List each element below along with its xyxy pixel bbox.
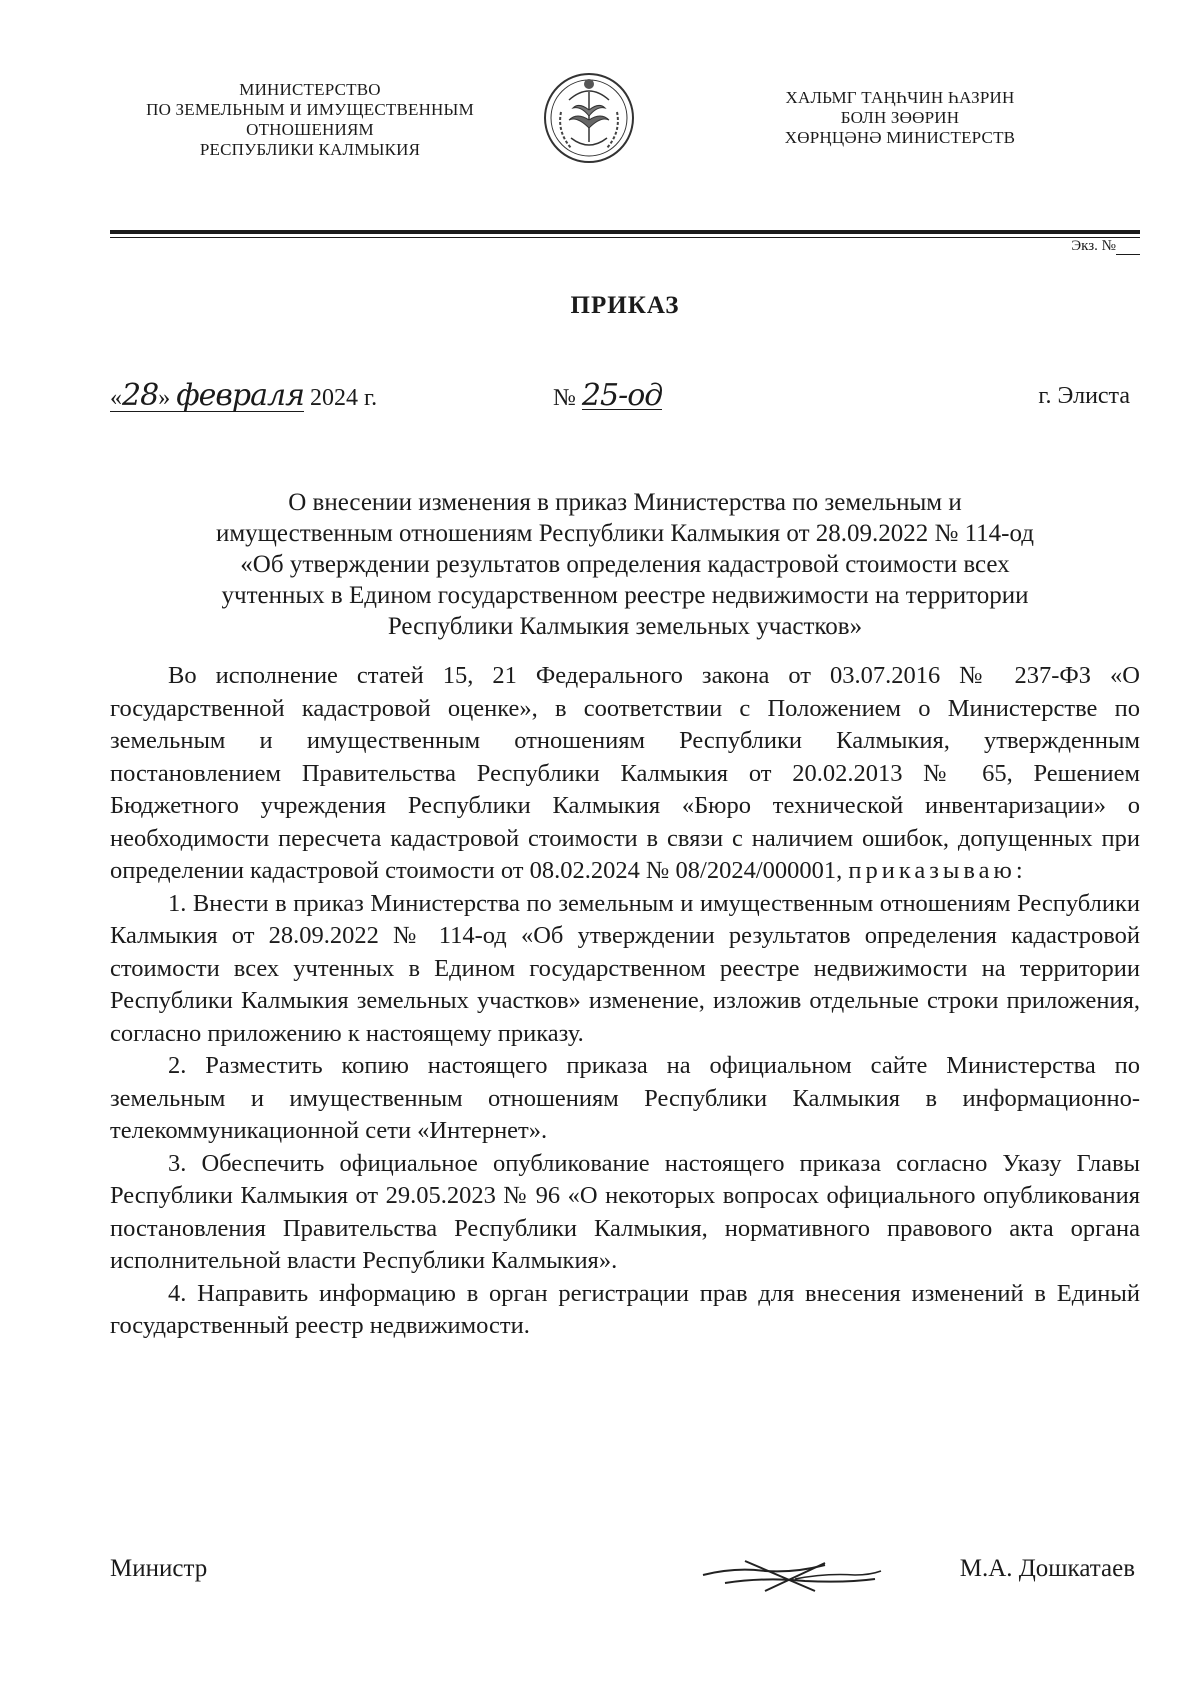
date-day: 28 bbox=[122, 378, 159, 413]
preamble-paragraph bbox=[110, 660, 1140, 888]
order-number bbox=[553, 378, 663, 413]
subject-line: имущественным отношениям Республики Калмыкия от 28.09.2022 № 114-од bbox=[215, 520, 1034, 547]
ministry-ru-line: ОТНОШЕНИЯМ bbox=[246, 120, 374, 139]
coat-of-arms-emblem-icon bbox=[539, 62, 639, 174]
document-title: ПРИКАЗ bbox=[570, 292, 680, 319]
date-open-quote: « bbox=[110, 385, 122, 411]
ministry-ru-line: МИНИСТЕРСТВО bbox=[239, 80, 381, 99]
subject-line: Республики Калмыкия земельных участков» bbox=[387, 613, 863, 640]
ministry-kalmyk-line: ХӨРҢЦӘНӘ МИНИСТЕРСТВ bbox=[784, 128, 1016, 147]
ministry-ru-line: ПО ЗЕМЕЛЬНЫМ И ИМУЩЕСТВЕННЫМ bbox=[146, 100, 474, 119]
copy-number-blank bbox=[1116, 240, 1140, 255]
order-body bbox=[110, 660, 1140, 1343]
signatory-name: М.А. Дошкатаев bbox=[959, 1555, 1135, 1582]
ministry-ru-line: РЕСПУБЛИКИ КАЛМЫКИЯ bbox=[199, 140, 421, 159]
order-date bbox=[110, 378, 378, 413]
date-close-quote: » bbox=[158, 385, 171, 411]
ministry-name-russian bbox=[120, 80, 500, 160]
order-word: приказываю: bbox=[848, 857, 1027, 884]
ministry-name-kalmyk bbox=[700, 88, 1100, 148]
order-item: 4. Направить информацию в орган регистрации прав для внесения изменений в Единый государственный реестр недвижимости. bbox=[110, 1279, 1140, 1339]
subject-line: «Об утверждении результатов определения кадастровой стоимости всех bbox=[240, 551, 1010, 578]
order-details-row bbox=[110, 378, 1130, 443]
ministry-kalmyk-line: БОЛН ЗӨӨРИН bbox=[840, 108, 960, 127]
order-number-value: 25-од bbox=[581, 378, 663, 413]
order-number-label: № bbox=[553, 385, 576, 411]
copy-number-label: Экз. № bbox=[1071, 238, 1116, 254]
order-subject bbox=[110, 487, 1140, 642]
signatory-role: Министр bbox=[110, 1555, 208, 1582]
handwritten-signature-icon bbox=[695, 1535, 885, 1605]
copy-number bbox=[1071, 238, 1140, 255]
order-item: 2. Разместить копию настоящего приказа на официальном сайте Министерства по земельным и имущественным отношениям Республики Калмыкия в информационно-телекоммуникационной сети «Интернет». bbox=[110, 1052, 1140, 1144]
date-month: февраля bbox=[176, 378, 304, 413]
preamble-text: Во исполнение статей 15, 21 Федерального закона от 03.07.2016 № 237-ФЗ «О государственной кадастровой оценке», в соответствии с Положением о Министерстве по земельным и имущественным отношениям Республики Калмыкия, утвержденным постановлением Правительства Республики Калмыкия от 20.02.2013 № 65, Решением Бюджетного учреждения Республики Калмыкия «Бюро технической инвентаризации» о необходимости пересчета кадастровой стоимости в связи с наличием ошибок, допущенных при определении кадастровой стоимости от 08.02.2024 № 08/2024/000001, bbox=[110, 662, 1140, 884]
signature-block bbox=[110, 1555, 1135, 1605]
order-date-handwritten bbox=[110, 378, 304, 413]
header-divider-thin bbox=[110, 237, 1140, 238]
order-item: 1. Внести в приказ Министерства по земельным и имущественным отношениям Республики Калмыкия от 28.09.2022 № 114-од «Об утверждении результатов определения кадастровой стоимости всех учтенных в Едином государственном реестре недвижимости на территории Республики Калмыкия земельных участков» изменение, изложив отдельные строки приложения, согласно приложению к настоящему приказу. bbox=[110, 889, 1140, 1047]
order-city: г. Элиста bbox=[1038, 383, 1130, 409]
subject-line: О внесении изменения в приказ Министерства по земельным и bbox=[288, 489, 962, 516]
header-divider-thick bbox=[110, 230, 1140, 234]
ministry-kalmyk-line: ХАЛЬМГ ТАҢҺЧИН ҺАЗРИН bbox=[785, 88, 1015, 107]
subject-line: учтенных в Едином государственном реестре недвижимости на территории bbox=[221, 582, 1029, 609]
date-year: 2024 г. bbox=[309, 385, 378, 411]
order-item: 3. Обеспечить официальное опубликование настоящего приказа согласно Указу Главы Республики Калмыкия от 29.05.2023 № 96 «О некоторых вопросах официального опубликования постановления Правительства Республики Калмыкия, нормативного правового акта органа исполнительной власти Республики Калмыкия». bbox=[110, 1149, 1140, 1274]
